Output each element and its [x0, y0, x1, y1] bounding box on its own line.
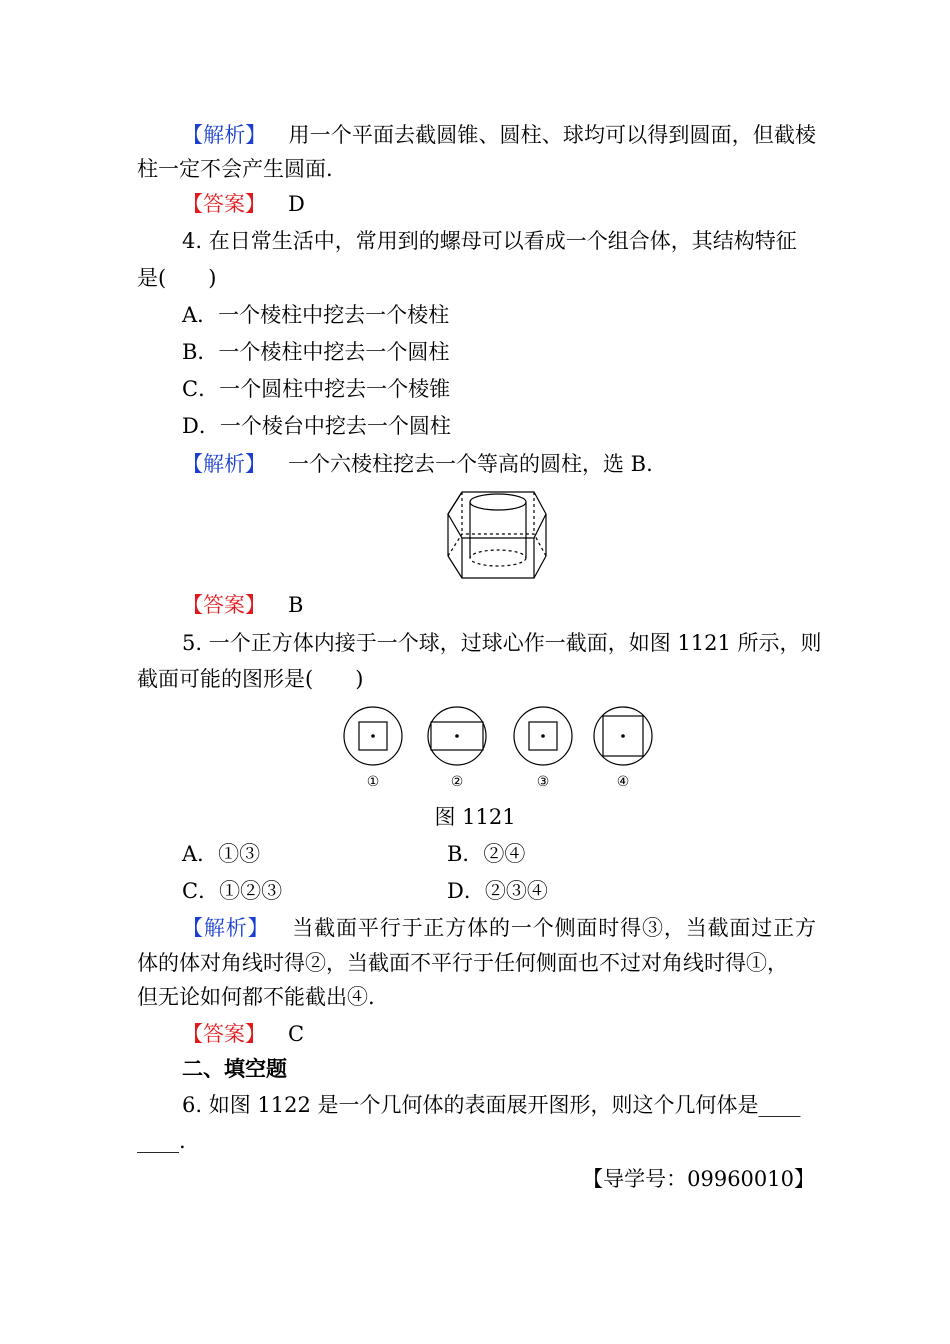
- q3-analysis-line-1: [182, 118, 816, 152]
- analysis-text: 一个六棱柱挖去一个等高的圆柱，选 B.: [288, 452, 653, 476]
- q3-analysis-line-2: 柱一定不会产生圆面.: [137, 157, 333, 181]
- q5-stem-line-1: 5. 一个正方体内接于一个球，过球心作一截面，如图 1121 所示，则: [182, 631, 822, 655]
- section-title: 二、填空题: [182, 1057, 287, 1081]
- q5-option-d: D．②③④: [447, 879, 548, 903]
- q5-analysis-line-1: [182, 911, 816, 945]
- q4-stem-line-1: 4. 在日常生活中，常用到的螺母可以看成一个组合体，其结构特征: [182, 229, 797, 253]
- analysis-tag: 【解析】: [182, 123, 267, 147]
- answer-tag: 【答案】: [182, 593, 266, 617]
- figure-label-3: ③: [536, 774, 550, 790]
- q5-option-a: A．①③: [182, 842, 261, 866]
- analysis-tag: 【解析】: [182, 916, 270, 940]
- q4-option-c: C．一个圆柱中挖去一个棱锥: [182, 377, 451, 401]
- q4-option-b: B．一个棱柱中挖去一个圆柱: [182, 340, 450, 364]
- study-number-ref: 【导学号：09960010】: [582, 1167, 815, 1191]
- q4-analysis: [182, 447, 862, 481]
- q5-analysis-line-3: 但无论如何都不能截出④.: [137, 985, 375, 1009]
- hex-nut-figure: [442, 490, 552, 580]
- answer-value: D: [288, 192, 305, 216]
- q4-answer: [182, 588, 862, 622]
- analysis-text: 当截面平行于正方体的一个侧面时得③，当截面过正方: [291, 916, 817, 940]
- q5-option-b: B．②④: [447, 842, 526, 866]
- figure-label-1: ①: [366, 774, 380, 790]
- q5-option-c: C．①②③: [182, 879, 283, 903]
- q5-analysis-line-2: 体的体对角线时得②，当截面不平行于任何侧面也不过对角线时得①，: [137, 951, 788, 975]
- answer-value: C: [288, 1022, 305, 1046]
- q4-stem-line-2: 是( ): [137, 266, 217, 290]
- answer-tag: 【答案】: [182, 192, 266, 216]
- analysis-tag: 【解析】: [182, 452, 266, 476]
- q6-stem-line-2: ____.: [137, 1129, 186, 1153]
- analysis-text: 用一个平面去截圆锥、圆柱、球均可以得到圆面，但截棱: [288, 123, 817, 147]
- q3-answer: [182, 187, 862, 221]
- q5-answer: [182, 1017, 862, 1051]
- answer-value: B: [288, 593, 304, 617]
- q4-option-d: D．一个棱台中挖去一个圆柱: [182, 414, 451, 438]
- q4-option-a: A．一个棱柱中挖去一个棱柱: [182, 303, 450, 327]
- figure-label-2: ②: [450, 774, 464, 790]
- q5-stem-line-2: 截面可能的图形是( ): [137, 667, 364, 691]
- figure-label-4: ④: [616, 774, 630, 790]
- q6-stem-line-1: 6. 如图 1122 是一个几何体的表面展开图形，则这个几何体是____: [182, 1093, 801, 1117]
- answer-tag: 【答案】: [182, 1022, 266, 1046]
- figure-caption: 图 1121: [434, 805, 516, 829]
- sphere-section-figures: [340, 702, 660, 794]
